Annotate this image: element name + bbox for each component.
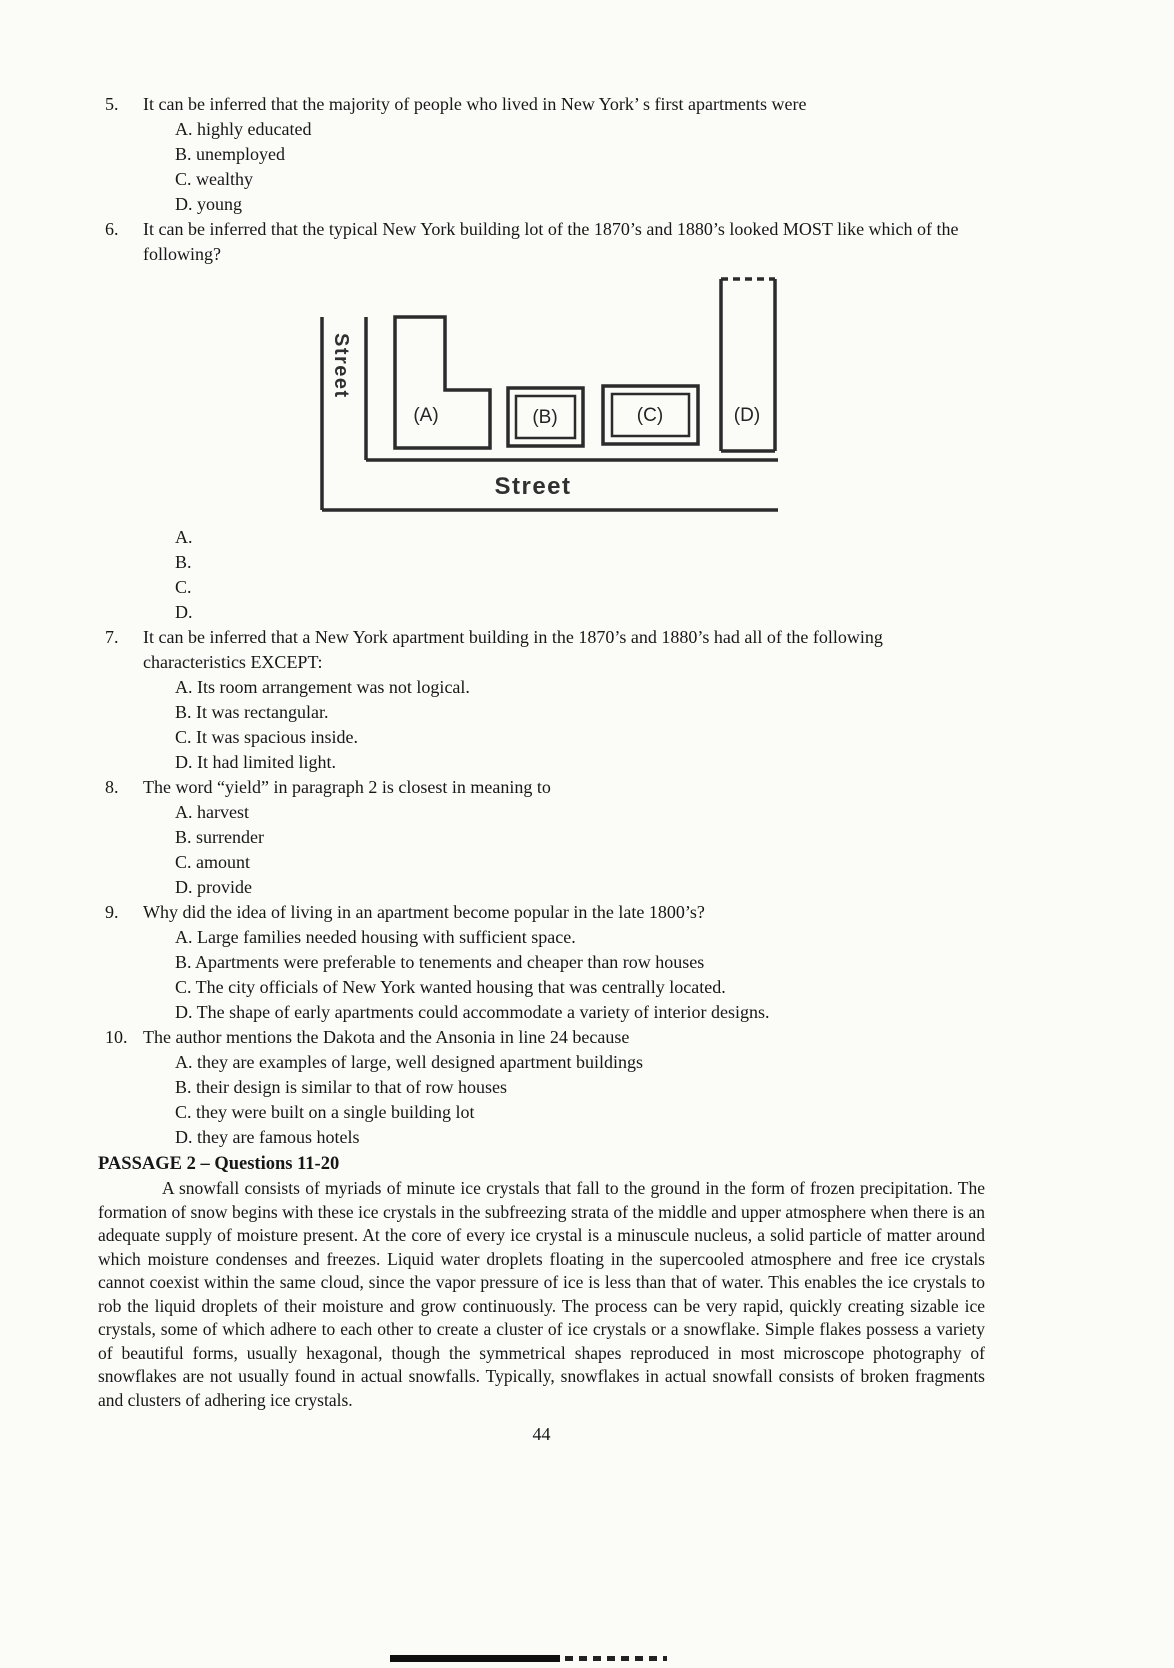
question-text: The word “yield” in paragraph 2 is closest in meaning to [143,777,551,797]
answer-option-d: D. young [175,194,242,214]
question-body [143,775,985,900]
question-text: It can be inferred that a New York apartment building in the 1870’s and 1880’s had all of the following characteristics EXCEPT: [143,627,883,672]
passage-2-section [98,1152,985,1412]
options-list [143,1050,985,1150]
question-row [105,900,985,1025]
question-row [105,217,985,625]
answer-option-c: C. they were built on a single building lot [175,1102,475,1122]
question-number: 5. [105,94,119,114]
answer-option-d: D. they are famous hotels [175,1127,360,1147]
passage-heading: PASSAGE 2 – Questions 11-20 [98,1154,340,1174]
question-body [143,217,985,625]
question-row [105,775,985,900]
answer-option-d: D. provide [175,877,252,897]
answer-option-c: C. The city officials of New York wanted housing that was centrally located. [175,977,726,997]
answer-option-a: A. harvest [175,802,249,822]
question-number: 6. [105,219,119,239]
question-number: 10. [105,1027,128,1047]
options-list [143,925,985,1025]
page-number: 44 [532,1424,551,1444]
answer-option-b: B. unemployed [175,144,285,164]
question-8 [105,775,985,900]
answer-option-a: A. Large families needed housing with sufficient space. [175,927,576,947]
building-a-label: (A) [413,405,439,426]
scan-artifact-bar [390,1655,560,1662]
building-b-label: (B) [532,407,558,428]
answer-option-b: B. It was rectangular. [175,702,329,722]
question-text: It can be inferred that the typical New York building lot of the 1870’s and 1880’s looked MOST like which of the following? [143,219,959,264]
answer-option-d: D. [175,602,193,622]
answer-option-c: C. It was spacious inside. [175,727,358,747]
answer-option-c: C. [175,577,192,597]
question-body [143,1025,985,1150]
question-body [143,625,985,775]
question-number: 9. [105,902,119,922]
scan-artifact-marks [565,1656,667,1661]
building-a-outline [395,317,490,448]
vertical-street-label: Street [330,333,352,399]
options-list [143,675,985,775]
question-row [105,625,985,775]
passage-paragraph: A snowfall consists of myriads of minute ice crystals that fall to the ground in the form of frozen precipitation. The formation of snow begins with these ice crystals in the subfreezing strata of the middle and upper atmosphere when there is an adequate supply of moisture present. At the core of every ice crystal is a minuscule nucleus, a solid particle of matter around which moisture condenses and freezes. Liquid water droplets floating in the supercooled atmosphere and free ice crystals cannot coexist within the same cloud, since the vapor pressure of ice is less than that of water. This enables the ice crystals to rob the liquid droplets of their moisture and grow continuously. The process can be very rapid, quickly creating sizable ice crystals, some of which adhere to each other to create a cluster of ice crystals or a snowflake. Simple flakes possess a variety of beautiful forms, usually hexagonal, though the symmetrical shapes reproduced in most microscope photography of snowflakes are not usually found in actual snowfalls. Typically, snowflakes in actual snowfall consists of broken fragments and clusters of adhering ice crystals. [98,1178,985,1410]
answer-option-c: C. wealthy [175,169,253,189]
horizontal-street-label: Street [494,473,572,500]
question-number: 7. [105,627,119,647]
question-7 [105,625,985,775]
answer-option-d: D. The shape of early apartments could accommodate a variety of interior designs. [175,1002,770,1022]
question-text: Why did the idea of living in an apartment become popular in the late 1800’s? [143,902,705,922]
answer-option-a: A. highly educated [175,119,312,139]
question-body [143,92,985,217]
question-row [105,92,985,217]
question-9 [105,900,985,1025]
question-6 [105,217,985,625]
building-c-label: (C) [636,405,664,426]
question-row [105,1025,985,1150]
question-number: 8. [105,777,119,797]
answer-option-b: B. [175,552,192,572]
building-lot-diagram [310,271,780,517]
answer-option-b: B. Apartments were preferable to tenements and cheaper than row houses [175,952,705,972]
question-text: It can be inferred that the majority of people who lived in New York’ s first apartments were [143,94,807,114]
answer-option-a: A. they are examples of large, well designed apartment buildings [175,1052,644,1072]
options-list [143,525,985,625]
answer-option-b: B. surrender [175,827,264,847]
options-list [143,117,985,217]
question-body [143,900,985,1025]
answer-option-a: A. [175,527,193,547]
question-10 [105,1025,985,1150]
answer-option-b: B. their design is similar to that of row houses [175,1077,507,1097]
question-text: The author mentions the Dakota and the Ansonia in line 24 because [143,1027,630,1047]
diagram-container [310,271,985,517]
answer-option-a: A. Its room arrangement was not logical. [175,677,470,697]
answer-option-d: D. It had limited light. [175,752,336,772]
question-5 [105,92,985,217]
options-list [143,800,985,900]
building-d-label: (D) [733,405,761,426]
answer-option-c: C. amount [175,852,250,872]
